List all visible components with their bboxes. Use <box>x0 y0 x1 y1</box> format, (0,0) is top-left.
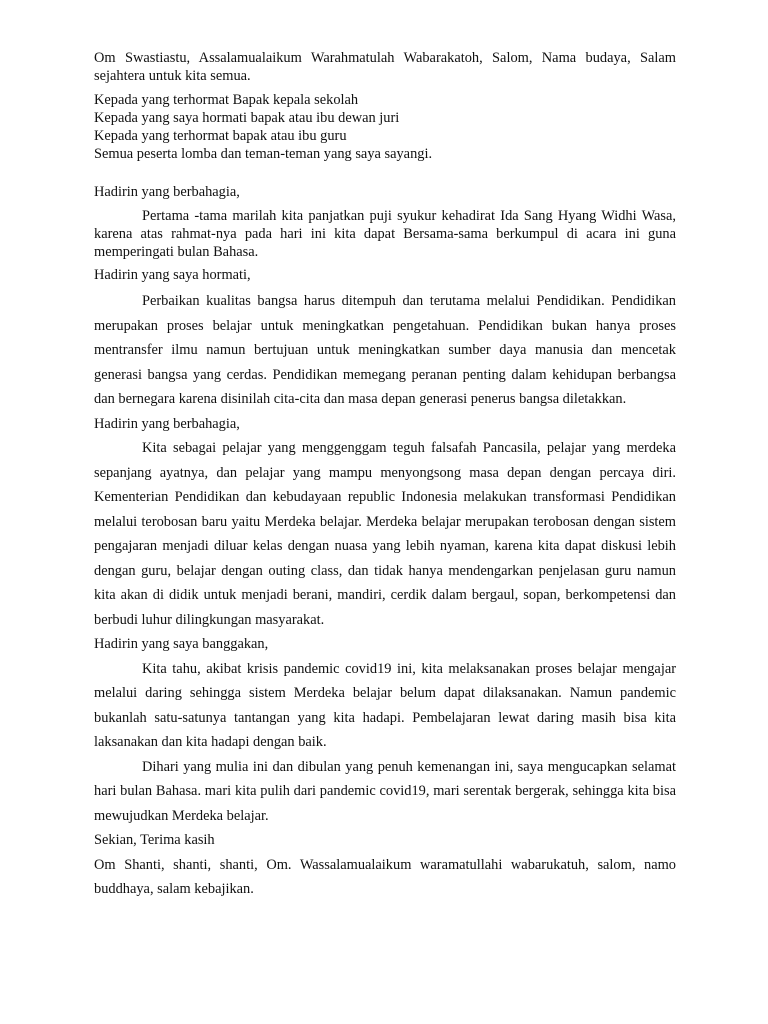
section-paragraph: Kita sebagai pelajar yang menggenggam teguh falsafah Pancasila, pelajar yang merdeka sepanjang ayatnya, dan pelajar yang mampu menyongsong masa depan dengan percaya diri. Kementerian Pendidikan dan kebudayaan republic Indonesia melakukan transformasi Pendidikan melalui terobosan baru yaitu Merdeka belajar. Merdeka belajar merupakan terobosan dengan sistem pengajaran menjadi diluar kelas dengan nuasa yang lebih nyaman, karena kita dapat diskusi lebih dengan guru, belajar dengan outing class, dan tidak hanya mendengarkan penjelasan guru namun kita akan di didik untuk menjadi berani, mandiri, cerdik dalam bergaul, sopan, berkompetensi dan berbudi luhur dilingkungan masyarakat. <box>94 440 676 628</box>
addressee-line: Kepada yang terhormat Bapak kepala sekolah <box>94 92 359 108</box>
addressee-line: Kepada yang saya hormati bapak atau ibu dewan juri <box>94 110 400 126</box>
section-heading: Hadirin yang saya hormati, <box>94 267 251 283</box>
section-paragraph: Pertama -tama marilah kita panjatkan puji syukur kehadirat Ida Sang Hyang Widhi Wasa, karena atas rahmat-nya pada hari ini kita dapat Bersama-sama berkumpul di acara ini guna memperingati bulan Bahasa. <box>94 208 676 260</box>
addressee-line: Semua peserta lomba dan teman-teman yang saya sayangi. <box>94 146 433 162</box>
section-paragraph: Perbaikan kualitas bangsa harus ditempuh dan terutama melalui Pendidikan. Pendidikan merupakan proses belajar untuk meningkatkan pengetahuan. Pendidikan bukan hanya proses mentransfer ilmu namun bertujuan untuk meningkatkan sumber daya manusia dan mencetak generasi bangsa yang cerdas. Pendidikan memegang peranan penting dalam kehidupan berbangsa dan bernegara karena disinilah cita-cita dan masa depan generasi penerus bangsa diletakkan. <box>94 293 676 407</box>
closing-farewell: Om Shanti, shanti, shanti, Om. Wassalamualaikum waramatullahi wabarukatuh, salom, namo buddhaya, salam kebajikan. <box>94 856 676 897</box>
section-heading: Hadirin yang saya banggakan, <box>94 636 269 652</box>
section-heading: Hadirin yang berbahagia, <box>94 415 240 432</box>
section-paragraph: Kita tahu, akibat krisis pandemic covid19 ini, kita melaksanakan proses belajar mengajar melalui daring sehingga sistem Merdeka belajar belum dapat dilaksanakan. Namun pandemic bukanlah satu-satunya tantangan yang kita hadapi. Pembelajaran lewat daring masih bisa kita laksanakan dan kita hadapi dengan baik. <box>94 660 676 750</box>
opening-greeting: Om Swastiastu, Assalamualaikum Warahmatulah Wabarakatoh, Salom, Nama budaya, Salam sejahtera untuk kita semua. <box>94 50 676 84</box>
speech-document <box>94 49 676 902</box>
section-heading: Hadirin yang berbahagia, <box>94 184 240 200</box>
addressee-line: Kepada yang terhormat bapak atau ibu guru <box>94 128 347 144</box>
section-paragraph: Dihari yang mulia ini dan dibulan yang penuh kemenangan ini, saya mengucapkan selamat hari bulan Bahasa. mari kita pulih dari pandemic covid19, mari serentak bergerak, sehingga kita bisa mewujudkan Merdeka belajar. <box>94 758 676 824</box>
addressee-list <box>94 91 676 163</box>
closing-line: Sekian, Terima kasih <box>94 832 215 848</box>
